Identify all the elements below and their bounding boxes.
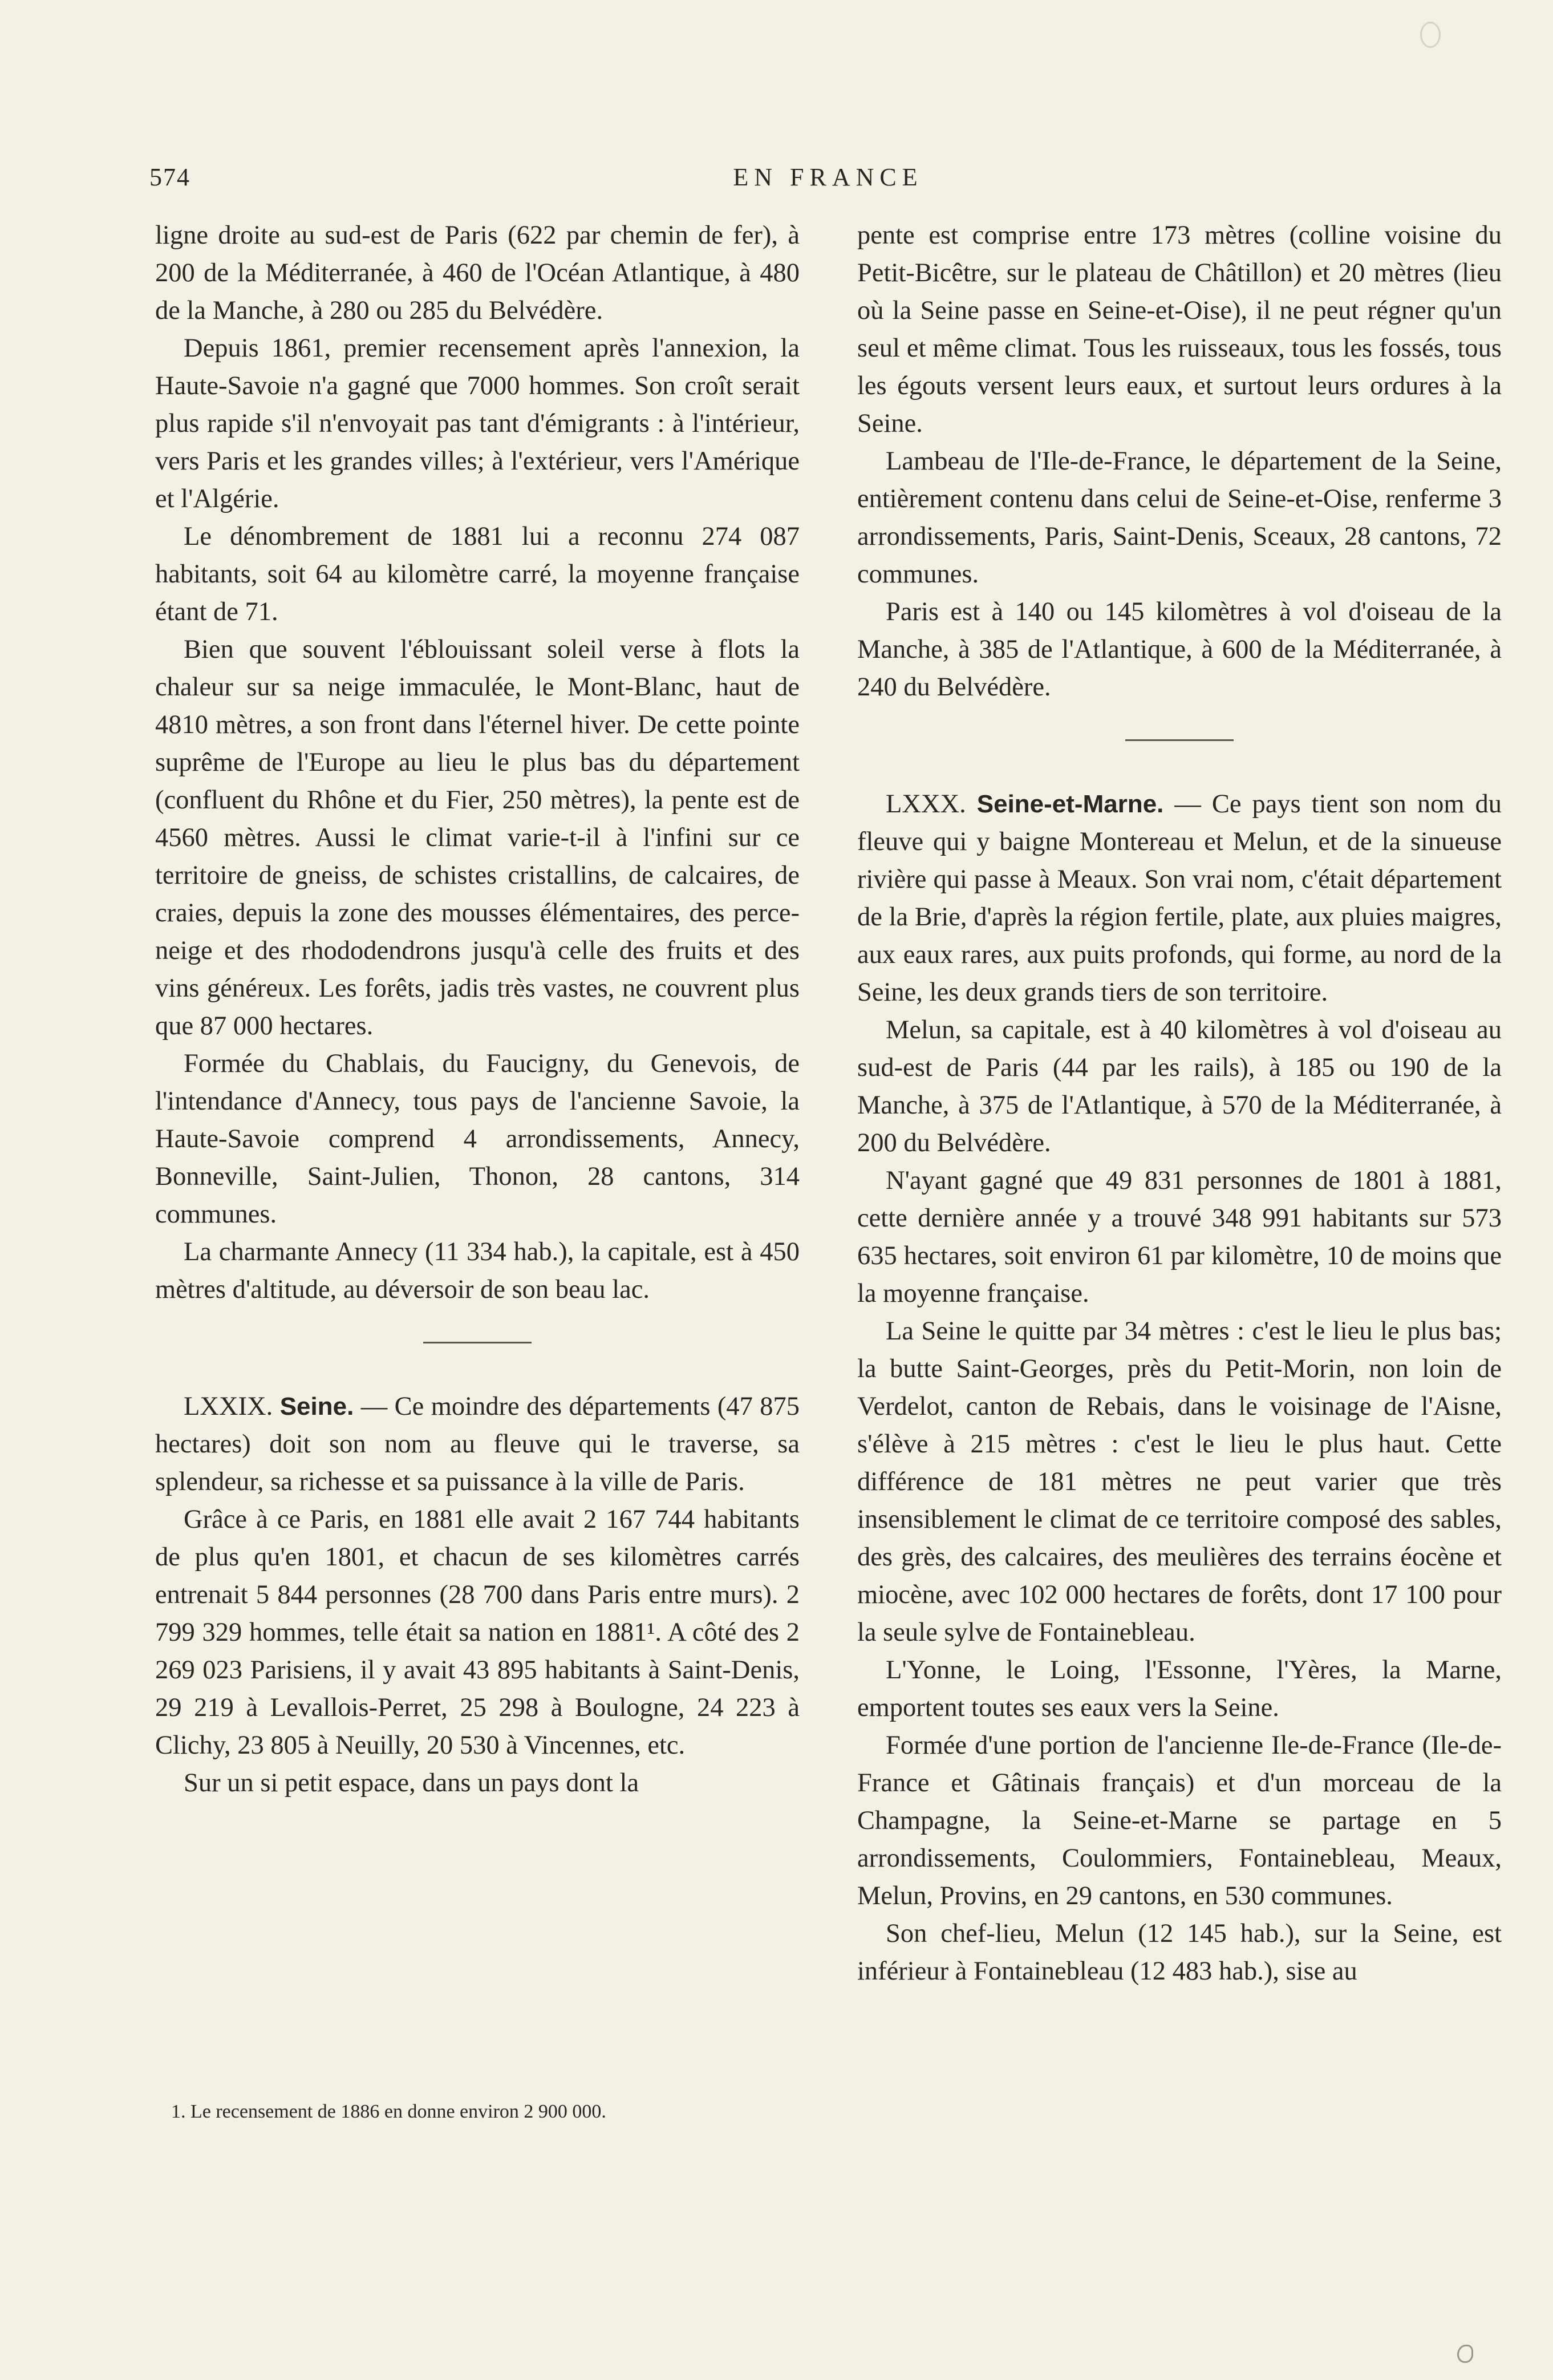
footnote: 1. Le recensement de 1886 en donne environ 2 900 000. (171, 2101, 606, 2122)
section-number: LXXIX. (184, 1392, 273, 1421)
section-divider (423, 1342, 532, 1343)
paragraph: Sur un si petit espace, dans un pays dont la (184, 1768, 639, 1798)
paragraph: Bien que souvent l'éblouissant soleil verse à flots la chaleur sur sa neige immaculée, le Mont-Blanc, haut de 4810 mètres, a son front dans l'éternel hiver. De cette pointe suprême de l'Europe au lieu le plus bas du département (confluent du Rhône et du Fier, 250 mètres), la pente est de 4560 mètres. Aussi le climat varie-t-il à l'infini sur ce territoire de gneiss, de schistes cristallins, de calcaires, de craies, depuis la zone des mousses élémentaires, des perce-neige et des rhododendrons jusqu'à celle des fruits et des vins généreux. Les forêts, jadis très vastes, ne couvrent plus que 87 000 hectares. (155, 635, 800, 1041)
running-header (149, 163, 1507, 197)
page-number: 574 (149, 163, 190, 191)
paragraph: La charmante Annecy (11 334 hab.), la capitale, est à 450 mètres d'altitude, au déversoir de son beau lac. (155, 1237, 800, 1304)
paragraph: Le dénombrement de 1881 lui a reconnu 274 087 habitants, soit 64 au kilomètre carré, la moyenne française étant de 71. (155, 522, 800, 626)
paragraph: Son chef-lieu, Melun (12 145 hab.), sur la Seine, est inférieur à Fontainebleau (12 483 hab.), sise au (857, 1919, 1502, 1986)
left-column (155, 217, 800, 1802)
paragraph: Formée d'une portion de l'ancienne Ile-de-France (Ile-de-France et Gâtinais français) et d'un morceau de la Champagne, la Seine-et-Marne se partage en 5 arrondissements, Coulommiers, Fontainebleau, Meaux, Melun, Provins, en 29 cantons, en 530 communes. (857, 1731, 1502, 1911)
paragraph: Depuis 1861, premier recensement après l'annexion, la Haute-Savoie n'a gagné que 7000 hommes. Son croît serait plus rapide s'il n'envoyait pas tant d'émigrants : à l'intérieur, vers Paris et les grandes villes; à l'extérieur, vers l'Amérique et l'Algérie. (155, 334, 800, 513)
paragraph: Melun, sa capitale, est à 40 kilomètres à vol d'oiseau au sud-est de Paris (44 par les rails), à 185 ou 190 de la Manche, à 375 de l'Atlantique, à 570 de la Méditerranée, à 200 du Belvédère. (857, 1015, 1502, 1157)
paper-stain (1457, 2345, 1473, 2363)
section-intro: — Ce moindre des départements (47 875 hectares) doit son nom au fleuve qui le traverse, sa splendeur, sa richesse et sa puissance à la ville de Paris. (155, 1392, 800, 1496)
paragraph: Grâce à ce Paris, en 1881 elle avait 2 167 744 habitants de plus qu'en 1801, et chacun de ses kilomètres carrés entrenait 5 844 personnes (28 700 dans Paris entre murs). 2 799 329 hommes, telle était sa nation en 1881¹. A côté des 2 269 023 Parisiens, il y avait 43 895 habitants à Saint-Denis, 29 219 à Levallois-Perret, 25 298 à Boulogne, 24 223 à Clichy, 23 805 à Neuilly, 20 530 à Vincennes, etc. (155, 1505, 800, 1760)
right-column (857, 217, 1502, 1990)
paragraph: Paris est à 140 ou 145 kilomètres à vol d'oiseau de la Manche, à 385 de l'Atlantique, à 600 de la Méditerranée, à 240 du Belvédère. (857, 597, 1502, 702)
paragraph: Lambeau de l'Ile-de-France, le département de la Seine, entièrement contenu dans celui de Seine-et-Oise, renferme 3 arrondissements, Paris, Saint-Denis, Sceaux, 28 cantons, 72 communes. (857, 447, 1502, 589)
section-heading-paragraph (155, 1388, 800, 1501)
section-divider (1125, 739, 1234, 741)
section-number: LXXX. (886, 790, 966, 819)
paragraph: L'Yonne, le Loing, l'Essonne, l'Yères, la Marne, emportent toutes ses eaux vers la Seine. (857, 1656, 1502, 1722)
paragraph: Formée du Chablais, du Faucigny, du Genevois, de l'intendance d'Annecy, tous pays de l'ancienne Savoie, la Haute-Savoie comprend 4 arrondissements, Annecy, Bonneville, Saint-Julien, Thonon, 28 cantons, 314 communes. (155, 1049, 800, 1229)
paper-stain (1420, 22, 1441, 48)
paragraph: pente est comprise entre 173 mètres (colline voisine du Petit-Bicêtre, sur le plateau de Châtillon) et 20 mètres (lieu où la Seine passe en Seine-et-Oise), il ne peut régner qu'un seul et même climat. Tous les ruisseaux, tous les fossés, tous les égouts versent leurs eaux, et surtout leurs ordures à la Seine. (857, 221, 1502, 438)
section-heading-paragraph (857, 786, 1502, 1011)
running-title: EN FRANCE (733, 163, 923, 191)
section-title: Seine. (279, 1393, 354, 1420)
section-intro: — Ce pays tient son nom du fleuve qui y baigne Montereau et Melun, et de la sinueuse rivière qui passe à Meaux. Son vrai nom, c'était département de la Brie, d'après la région fertile, plate, aux pluies maigres, aux eaux rares, aux puits profonds, qui forme, au nord de la Seine, les deux grands tiers de son territoire. (857, 790, 1502, 1007)
paragraph: N'ayant gagné que 49 831 personnes de 1801 à 1881, cette dernière année y a trouvé 348 991 habitants sur 573 635 hectares, soit environ 61 par kilomètre, 10 de moins que la moyenne française. (857, 1166, 1502, 1308)
section-title: Seine-et-Marne. (976, 790, 1164, 818)
paragraph: ligne droite au sud-est de Paris (622 par chemin de fer), à 200 de la Méditerranée, à 460 de l'Océan Atlantique, à 480 de la Manche, à 280 ou 285 du Belvédère. (155, 221, 800, 325)
paragraph: La Seine le quitte par 34 mètres : c'est le lieu le plus bas; la butte Saint-Georges, près du Petit-Morin, non loin de Verdelot, canton de Rebais, dans le voisinage de l'Aisne, s'élève à 215 mètres : c'est le lieu le plus haut. Cette différence de 181 mètres ne peut varier que très insensiblement le climat de ce territoire composé des sables, des grès, des calcaires, des meulières des terrains éocène et miocène, avec 102 000 hectares de forêts, dont 17 100 pour la seule sylve de Fontainebleau. (857, 1317, 1502, 1647)
